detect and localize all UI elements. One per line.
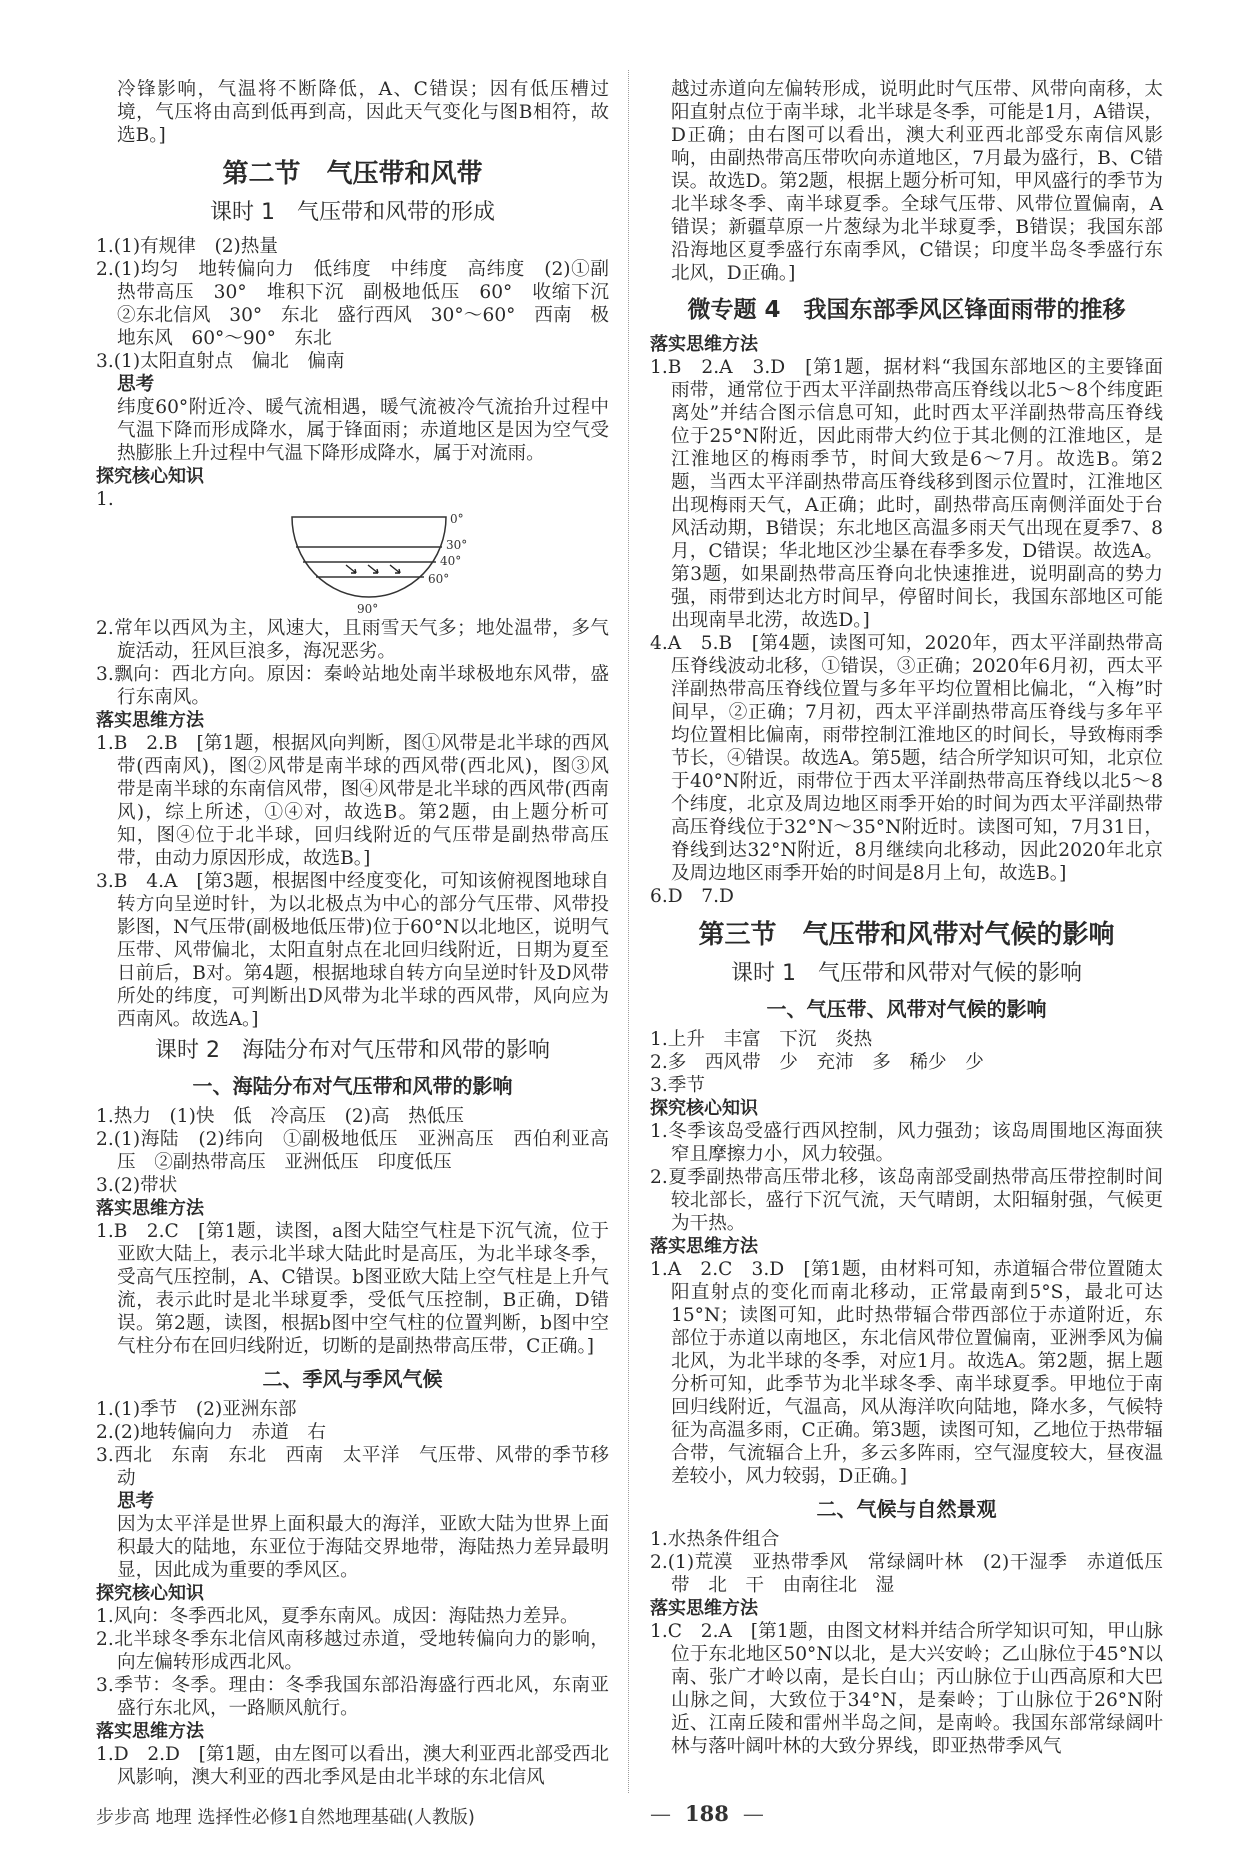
- section-label: 落实思维方法: [96, 710, 204, 731]
- latitude-label: 60°: [428, 572, 450, 586]
- think-paragraph: 因为太平洋是世界上面积最大的海洋，亚欧大陆为世界上面积最大的陆地，东亚位于海陆交界地带，海陆热力差异最明显，因此成为重要的季风区。: [117, 1514, 609, 1581]
- answer-item: 2.常年以西风为主，风速大，且雨雪天气多；地处温带，多气旋活动，狂风巨浪多，海况恶劣。: [96, 618, 609, 662]
- subsection-title: 一、气压带、风带对气候的影响: [766, 997, 1047, 1021]
- answer-item: 3.西北 东南 东北 西南 太平洋 气压带、风带的季节移动: [96, 1445, 609, 1489]
- book-title: 步步高 地理 选择性必修1自然地理基础(人教版): [96, 1807, 475, 1828]
- page-number: 188: [685, 1801, 729, 1826]
- answer-item: 3.(1)太阳直射点 偏北 偏南: [96, 351, 345, 372]
- lesson-title: 课时 1 气压带和风带的形成: [210, 200, 495, 225]
- topic-title: 微专题 4 我国东部季风区锋面雨带的推移: [687, 297, 1126, 323]
- lesson-title: 课时 1 气压带和风带对气候的影响: [731, 961, 1082, 986]
- answer-item: 2.夏季副热带高压带北移，该岛南部受副热带高压带控制时间较北部长，盛行下沉气流，天气晴朗，太阳辐射强，气候更为干热。: [650, 1167, 1163, 1234]
- answer-item: 1.水热条件组合: [650, 1529, 780, 1550]
- left-column: [96, 78, 628, 1789]
- section-title: 第三节 气压带和风带对气候的影响: [698, 920, 1115, 950]
- wind-arrow-icon: [368, 565, 378, 573]
- subsection-title: 二、季风与季风气候: [262, 1367, 443, 1391]
- answer-item: 1.A 2.C 3.D [第1题，由材料可知，赤道辐合带位置随太阳直射点的变化而南北移动，正常最南到5°S，最北可达15°N；读图可知，此时热带辐合带西部位于赤道附近，东部位于赤道以南地区，东北信风带位置偏南，亚洲季风为偏北风，为北半球的冬季，对应1月。故选A。第2题，据上题分析可知，此季节为北半球冬季、南半球夏季。甲地位于南回归线附近，气温高，风从海洋吹向陆地，降水多，气候特征为高温多雨，C正确。第3题，读图可知，乙地位于热带辐合带，气流辐合上升，多云多阵雨，空气湿度较大，昼夜温差较小，风力较弱，D正确。]: [650, 1259, 1163, 1487]
- section-title: 第二节 气压带和风带: [222, 159, 483, 189]
- answer-item: 1.风向：冬季西北风，夏季东南风。成因：海陆热力差异。: [96, 1606, 579, 1627]
- answer-item: 3.B 4.A [第3题，根据图中经度变化，可知该俯视图地球自转方向呈逆时针，为以北极点为中心的部分气压带、风带投影图，N气压带(副极地低压带)位于60°N以北地区，说明气压带、风带偏北，太阳直射点在北回归线附近，日期为夏至日前后，B对。第4题，根据地球自转方向呈逆时针及D风带所处的纬度，可判断出D风带为北半球的西风带，风向应为西南风。故选A。]: [96, 871, 609, 1030]
- think-label: 思考: [117, 1491, 155, 1512]
- section-label: 落实思维方法: [650, 1598, 758, 1619]
- section-label: 探究核心知识: [96, 466, 204, 487]
- answer-item: 1.冬季该岛受盛行西风控制，风力强劲；该岛周围地区海面狭窄且摩擦力小，风力较强。: [650, 1121, 1163, 1165]
- answer-item: 4.A 5.B [第4题，读图可知，2020年，西太平洋副热带高压脊线波动北移，①错误，③正确；2020年6月初，西太平洋副热带高压脊线位置与多年平均位置相比偏北，“入梅”时间早，②正确；7月初，西太平洋副热带高压脊线与多年平均位置相比偏南，雨带控制江淮地区的时间长，导致梅雨季节长，④错误。故选A。第5题，结合所学知识可知，北京位于40°N附近，雨带位于西太平洋副热带高压脊线以北5～8个纬度，北京及周边地区雨季开始的时间为西太平洋副热带高压脊线位于32°N～35°N附近时。读图可知，7月31日，脊线到达32°N附近，8月继续向北移动，因此2020年北京及周边地区雨季开始的时间是8月上旬，故选B。]: [650, 633, 1163, 884]
- subsection-title: 一、海陆分布对气压带和风带的影响: [192, 1074, 513, 1098]
- answer-item: 1.: [96, 489, 114, 510]
- section-label: 落实思维方法: [96, 1721, 204, 1742]
- answer-item: 2.(1)荒漠 亚热带季风 常绿阔叶林 (2)干湿季 赤道低压带 北 干 由南往北 湿: [650, 1552, 1163, 1596]
- answer-item: 6.D 7.D: [650, 886, 734, 907]
- answer-item: 2.(1)海陆 (2)纬向 ①副极地低压 亚洲高压 西伯利亚高压 ②副热带高压 亚洲低压 印度低压: [96, 1129, 609, 1173]
- page-number-group: [636, 1801, 778, 1826]
- latitude-label: 90°: [357, 602, 379, 616]
- answer-item: 1.(1)有规律 (2)热量: [96, 236, 278, 257]
- answer-continuation: 越过赤道向左偏转形成，说明此时气压带、风带向南移，太阳直射点位于南半球，北半球是冬季，可能是1月，A错误，D正确；由右图可以看出，澳大利亚西北部受东南信风影响，由副热带高压带吹向赤道地区，7月最为盛行，B、C错误。故选D。第2题，根据上题分析可知，甲风盛行的季节为北半球冬季、南半球夏季。全球气压带、风带位置偏南，A错误；新疆草原一片葱绿为北半球夏季，B错误；我国东部沿海地区夏季盛行东南季风，C错误；印度半岛冬季盛行东北风，D正确。]: [671, 79, 1163, 284]
- answer-item: 2.(1)均匀 地转偏向力 低纬度 中纬度 高纬度 (2)①副热带高压 30° 堆积下沉 副极地低压 60° 收缩下沉 ②东北信风 30° 东北 盛行西风 30°～60° 西南 极地东风 60°～90° 东北: [96, 259, 628, 349]
- section-label: 探究核心知识: [650, 1098, 758, 1119]
- hemisphere-outline: [292, 517, 446, 597]
- page-footer: [96, 1803, 1163, 1829]
- section-label: 探究核心知识: [96, 1583, 204, 1604]
- answer-item: 1.B 2.C [第1题，读图，a图大陆空气柱是下沉气流，位于亚欧大陆上，表示北半球大陆此时是高压，为北半球冬季，受高气压控制，A、C错误。b图亚欧大陆上空气柱是上升气流，表示此时是北半球夏季，受低气压控制，B正确，D错误。第2题，读图，根据b图中空气柱的位置判断，b图中空气柱分布在回归线附近，切断的是副热带高压带，C正确。]: [96, 1221, 609, 1357]
- latitude-label: 30°: [446, 538, 468, 552]
- dash: —: [650, 1802, 671, 1826]
- section-label: 落实思维方法: [96, 1198, 204, 1219]
- think-label: 思考: [117, 374, 155, 395]
- answer-item: 1.热力 (1)快 低 冷高压 (2)高 热低压: [96, 1106, 464, 1127]
- right-column: [650, 78, 1163, 1758]
- latitude-diagram: [96, 511, 609, 617]
- answer-item: 2.(2)地转偏向力 赤道 右: [96, 1422, 327, 1443]
- wind-arrow-icon: [346, 565, 356, 573]
- answer-item: 1.B 2.B [第1题，根据风向判断，图①风带是北半球的西风带(西南风)，图②风带是南半球的西风带(西北风)，图③风带是南半球的东南信风带，图④风带是北半球的西风带(西南风)，综上所述，①④对，故选B。第2题，由上题分析可知，图④位于北半球，回归线附近的气压带是副热带高压带，由动力原因形成，故选B。]: [96, 733, 609, 869]
- think-paragraph: 纬度60°附近冷、暖气流相遇，暖气流被冷气流抬升过程中气温下降而形成降水，属于锋面雨；赤道地区是因为空气受热膨胀上升过程中气温下降形成降水，属于对流雨。: [117, 397, 609, 464]
- dash: —: [742, 1802, 764, 1826]
- subsection-title: 二、气候与自然景观: [816, 1497, 997, 1521]
- section-label: 落实思维方法: [650, 334, 758, 355]
- answer-item: 3.季节: [650, 1075, 705, 1096]
- latitude-label: 0°: [450, 512, 464, 526]
- answer-item: 1.C 2.A [第1题，由图文材料并结合所学知识可知，甲山脉位于东北地区50°N以北，是大兴安岭；乙山脉位于45°N以南、张广才岭以南，是长白山；丙山脉位于山西高原和大巴山脉之间，大致位于34°N，是秦岭；丁山脉位于26°N附近、江南丘陵和雷州半岛之间，是南岭。我国东部常绿阔叶林与落叶阔叶林的大致分界线，即亚热带季风气: [650, 1621, 1163, 1757]
- answer-item: 3.飘向：西北方向。原因：秦岭站地处南半球极地东风带，盛行东南风。: [96, 664, 609, 708]
- lesson-title: 课时 2 海陆分布对气压带和风带的影响: [155, 1038, 550, 1063]
- answer-continuation: 冷锋影响，气温将不断降低，A、C错误；因有低压槽过境，气压将由高到低再到高，因此天气变化与图B相符，故选B。]: [117, 79, 609, 146]
- column-divider: [628, 70, 629, 1793]
- answer-item: 2.多 西风带 少 充沛 多 稀少 少: [650, 1052, 984, 1073]
- answer-item: 1.B 2.A 3.D [第1题，据材料“我国东部地区的主要锋面雨带，通常位于西太平洋副热带高压脊线以北5～8个纬度距离处”并结合图示信息可知，此时西太平洋副热带高压脊线位于25°N附近，因此雨带大约位于其北侧的江淮地区，是江淮地区的梅雨季节，时间大致是6～7月。故选B。第2题，当西太平洋副热带高压脊线移到图示位置时，江淮地区出现梅雨天气，A正确；此时，副热带高压南侧洋面处于台风活动期，B错误；东北地区高温多雨天气出现在夏季7、8月，C错误；华北地区沙尘暴在春季多发，D错误。故选A。第3题，如果副热带高压脊向北快速推进，说明副高的势力强，雨带到达北方时间早，停留时间长，我国东部地区可能出现南旱北涝，故选D。]: [650, 357, 1163, 631]
- answer-item: 3.季节：冬季。理由：冬季我国东部沿海盛行西北风，东南亚盛行东北风，一路顺风航行。: [96, 1675, 609, 1719]
- wind-arrow-icon: [390, 565, 400, 573]
- answer-item: 2.北半球冬季东北信风南移越过赤道，受地转偏向力的影响，向左偏转形成西北风。: [96, 1629, 609, 1673]
- answer-item: 1.D 2.D [第1题，由左图可以看出，澳大利亚西北部受西北风影响，澳大利亚的西北季风是由北半球的东北信风: [96, 1744, 609, 1788]
- latitude-label: 40°: [440, 554, 462, 568]
- answer-item: 1.(1)季节 (2)亚洲东部: [96, 1399, 297, 1420]
- answer-item: 1.上升 丰富 下沉 炎热: [650, 1029, 873, 1050]
- answer-item: 3.(2)带状: [96, 1175, 178, 1196]
- section-label: 落实思维方法: [650, 1236, 758, 1257]
